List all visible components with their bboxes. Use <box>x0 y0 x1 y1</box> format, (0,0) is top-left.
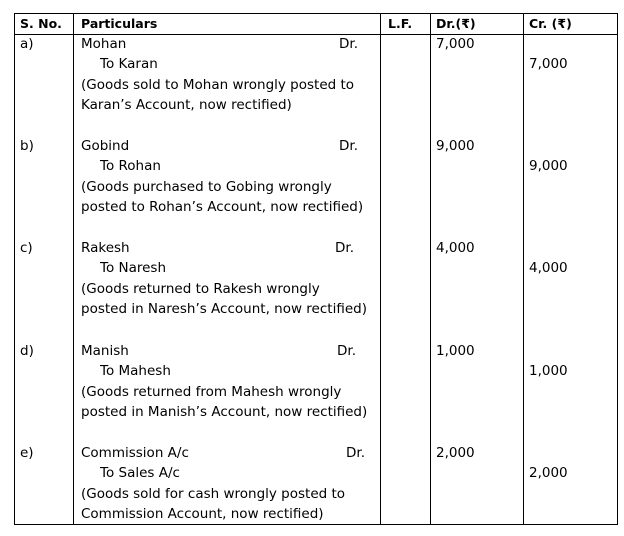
dr-label: Dr. <box>337 343 356 359</box>
cr-amount: 7,000 <box>529 56 568 72</box>
narration-line: (Goods sold for cash wrongly posted to <box>81 486 346 502</box>
credit-account: To Naresh <box>100 260 167 276</box>
cr-amount: 9,000 <box>529 158 568 174</box>
narration-line: (Goods returned from Mahesh wrongly <box>81 384 342 400</box>
entry-sno: d) <box>20 343 34 359</box>
entry-sno: c) <box>20 240 33 256</box>
column-divider <box>380 14 381 524</box>
narration-line: Commission Account, now rectified) <box>81 506 324 522</box>
dr-amount: 1,000 <box>436 343 475 359</box>
narration-line: posted in Naresh’s Account, now rectified) <box>81 301 367 317</box>
cr-amount: 2,000 <box>529 465 568 481</box>
dr-amount: 4,000 <box>436 240 475 256</box>
dr-amount: 2,000 <box>436 445 475 461</box>
narration-line: (Goods returned to Rakesh wrongly <box>81 281 320 297</box>
header-lf: L.F. <box>388 16 413 31</box>
narration-line: (Goods sold to Mohan wrongly posted to <box>81 77 355 93</box>
entry-sno: a) <box>20 36 34 52</box>
debit-account: Gobind <box>81 138 130 154</box>
column-divider <box>430 14 431 524</box>
header-dr: Dr.(₹) <box>436 16 476 31</box>
entry-sno: e) <box>20 445 34 461</box>
dr-label: Dr. <box>346 445 365 461</box>
header-sno: S. No. <box>20 16 62 31</box>
dr-label: Dr. <box>339 36 358 52</box>
column-divider <box>73 14 74 524</box>
entry-sno: b) <box>20 138 34 154</box>
dr-amount: 9,000 <box>436 138 475 154</box>
debit-account: Rakesh <box>81 240 130 256</box>
cr-amount: 1,000 <box>529 363 568 379</box>
header-cr: Cr. (₹) <box>529 16 572 31</box>
journal-table <box>14 13 618 525</box>
header-particulars: Particulars <box>81 16 158 31</box>
credit-account: To Sales A/c <box>100 465 180 481</box>
credit-account: To Mahesh <box>100 363 171 379</box>
narration-line: posted to Rohan’s Account, now rectified) <box>81 199 364 215</box>
narration-line: (Goods purchased to Gobing wrongly <box>81 179 332 195</box>
cr-amount: 4,000 <box>529 260 568 276</box>
debit-account: Manish <box>81 343 129 359</box>
column-divider <box>523 14 524 524</box>
dr-label: Dr. <box>339 138 358 154</box>
narration-line: Karan’s Account, now rectified) <box>81 97 292 113</box>
credit-account: To Rohan <box>100 158 161 174</box>
dr-label: Dr. <box>335 240 354 256</box>
credit-account: To Karan <box>100 56 158 72</box>
dr-amount: 7,000 <box>436 36 475 52</box>
debit-account: Mohan <box>81 36 127 52</box>
debit-account: Commission A/c <box>81 445 189 461</box>
narration-line: posted in Manish’s Account, now rectified) <box>81 404 368 420</box>
